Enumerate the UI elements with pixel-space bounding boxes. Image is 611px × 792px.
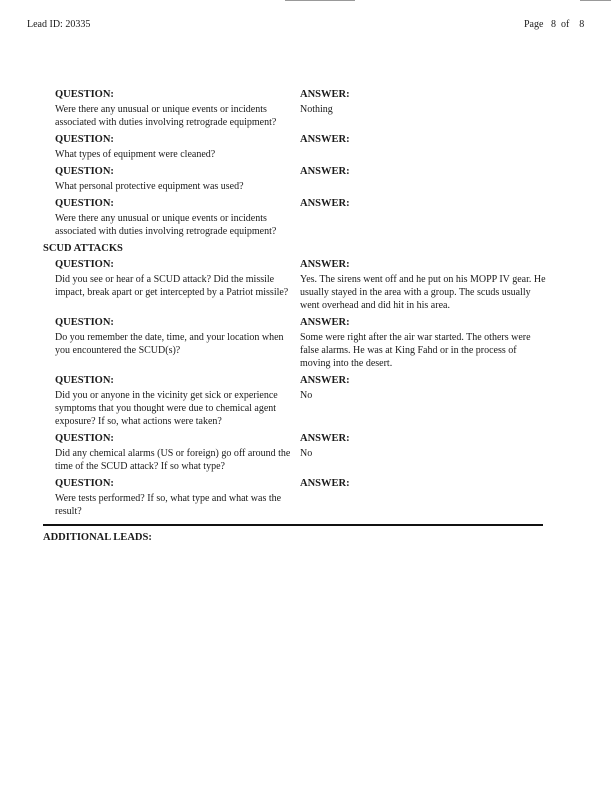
divider: [43, 524, 543, 526]
question-block: [55, 165, 291, 193]
scan-artifact: [285, 0, 355, 1]
section-heading: SCUD ATTACKS: [43, 243, 123, 254]
question-block: [55, 477, 291, 518]
qa-row: [55, 316, 548, 370]
qa-row: [55, 133, 548, 161]
question-label: QUESTION:: [55, 166, 114, 177]
answer-text: No: [300, 448, 313, 459]
answer-text: Yes. The sirens went off and he put on his MOPP IV gear. He usually stayed in the area with a group. The scuds usually went overhead and did hit in his area.: [300, 274, 546, 311]
answer-label: ANSWER:: [300, 433, 350, 444]
question-text: What personal protective equipment was used?: [55, 181, 244, 192]
scan-artifact: [580, 0, 611, 1]
question-block: [55, 374, 291, 428]
question-label: QUESTION:: [55, 317, 114, 328]
answer-block: [300, 258, 548, 312]
answer-label: ANSWER:: [300, 259, 350, 270]
answer-text: Nothing: [300, 104, 333, 115]
question-label: QUESTION:: [55, 375, 114, 386]
question-block: [55, 88, 291, 129]
question-label: QUESTION:: [55, 259, 114, 270]
question-label: QUESTION:: [55, 89, 114, 100]
question-block: [55, 432, 291, 473]
lead-id: Lead ID: 20335: [27, 19, 91, 30]
qa-row: [55, 477, 548, 518]
answer-block: [300, 165, 548, 193]
question-label: QUESTION:: [55, 478, 114, 489]
question-text: Did you see or hear of a SCUD attack? Did the missile impact, break apart or get intercepted by a Patriot missile?: [55, 274, 289, 298]
answer-block: [300, 133, 548, 161]
answer-label: ANSWER:: [300, 375, 350, 386]
question-block: [55, 133, 291, 161]
question-block: [55, 316, 291, 370]
page-number: Page 8 of 8: [524, 19, 585, 30]
question-text: Did any chemical alarms (US or foreign) go off around the time of the SCUD attack? If so what type?: [55, 448, 291, 472]
answer-block: [300, 432, 548, 473]
answer-label: ANSWER:: [300, 134, 350, 145]
qa-row: [55, 432, 548, 473]
qa-row: [55, 258, 548, 312]
qa-list: [43, 88, 548, 544]
question-text: Were tests performed? If so, what type and what was the result?: [55, 493, 282, 517]
question-text: Were there any unusual or unique events or incidents associated with duties involving retrograde equipment?: [55, 213, 277, 237]
answer-label: ANSWER:: [300, 198, 350, 209]
question-text: What types of equipment were cleaned?: [55, 149, 216, 160]
answer-label: ANSWER:: [300, 317, 350, 328]
answer-block: [300, 197, 548, 238]
additional-leads-heading: ADDITIONAL LEADS:: [43, 532, 152, 543]
question-text: Were there any unusual or unique events or incidents associated with duties involving retrograde equipment?: [55, 104, 277, 128]
answer-block: [300, 316, 548, 370]
qa-row: [55, 374, 548, 428]
question-label: QUESTION:: [55, 433, 114, 444]
answer-block: [300, 477, 548, 518]
qa-row: [55, 165, 548, 193]
question-label: QUESTION:: [55, 198, 114, 209]
answer-label: ANSWER:: [300, 478, 350, 489]
answer-text: No: [300, 390, 313, 401]
answer-label: ANSWER:: [300, 166, 350, 177]
answer-text: Some were right after the air war started. The others were false alarms. He was at King Fahd or in the process of moving into the desert.: [300, 332, 531, 369]
answer-label: ANSWER:: [300, 89, 350, 100]
qa-row: [55, 197, 548, 238]
question-text: Do you remember the date, time, and your location when you encountered the SCUD(s)?: [55, 332, 284, 356]
question-block: [55, 197, 291, 238]
question-block: [55, 258, 291, 312]
question-text: Did you or anyone in the vicinity get sick or experience symptoms that you thought were due to chemical agent exposure? If so, what actions were taken?: [55, 390, 278, 427]
answer-block: [300, 88, 548, 129]
question-label: QUESTION:: [55, 134, 114, 145]
answer-block: [300, 374, 548, 428]
qa-row: [55, 88, 548, 129]
